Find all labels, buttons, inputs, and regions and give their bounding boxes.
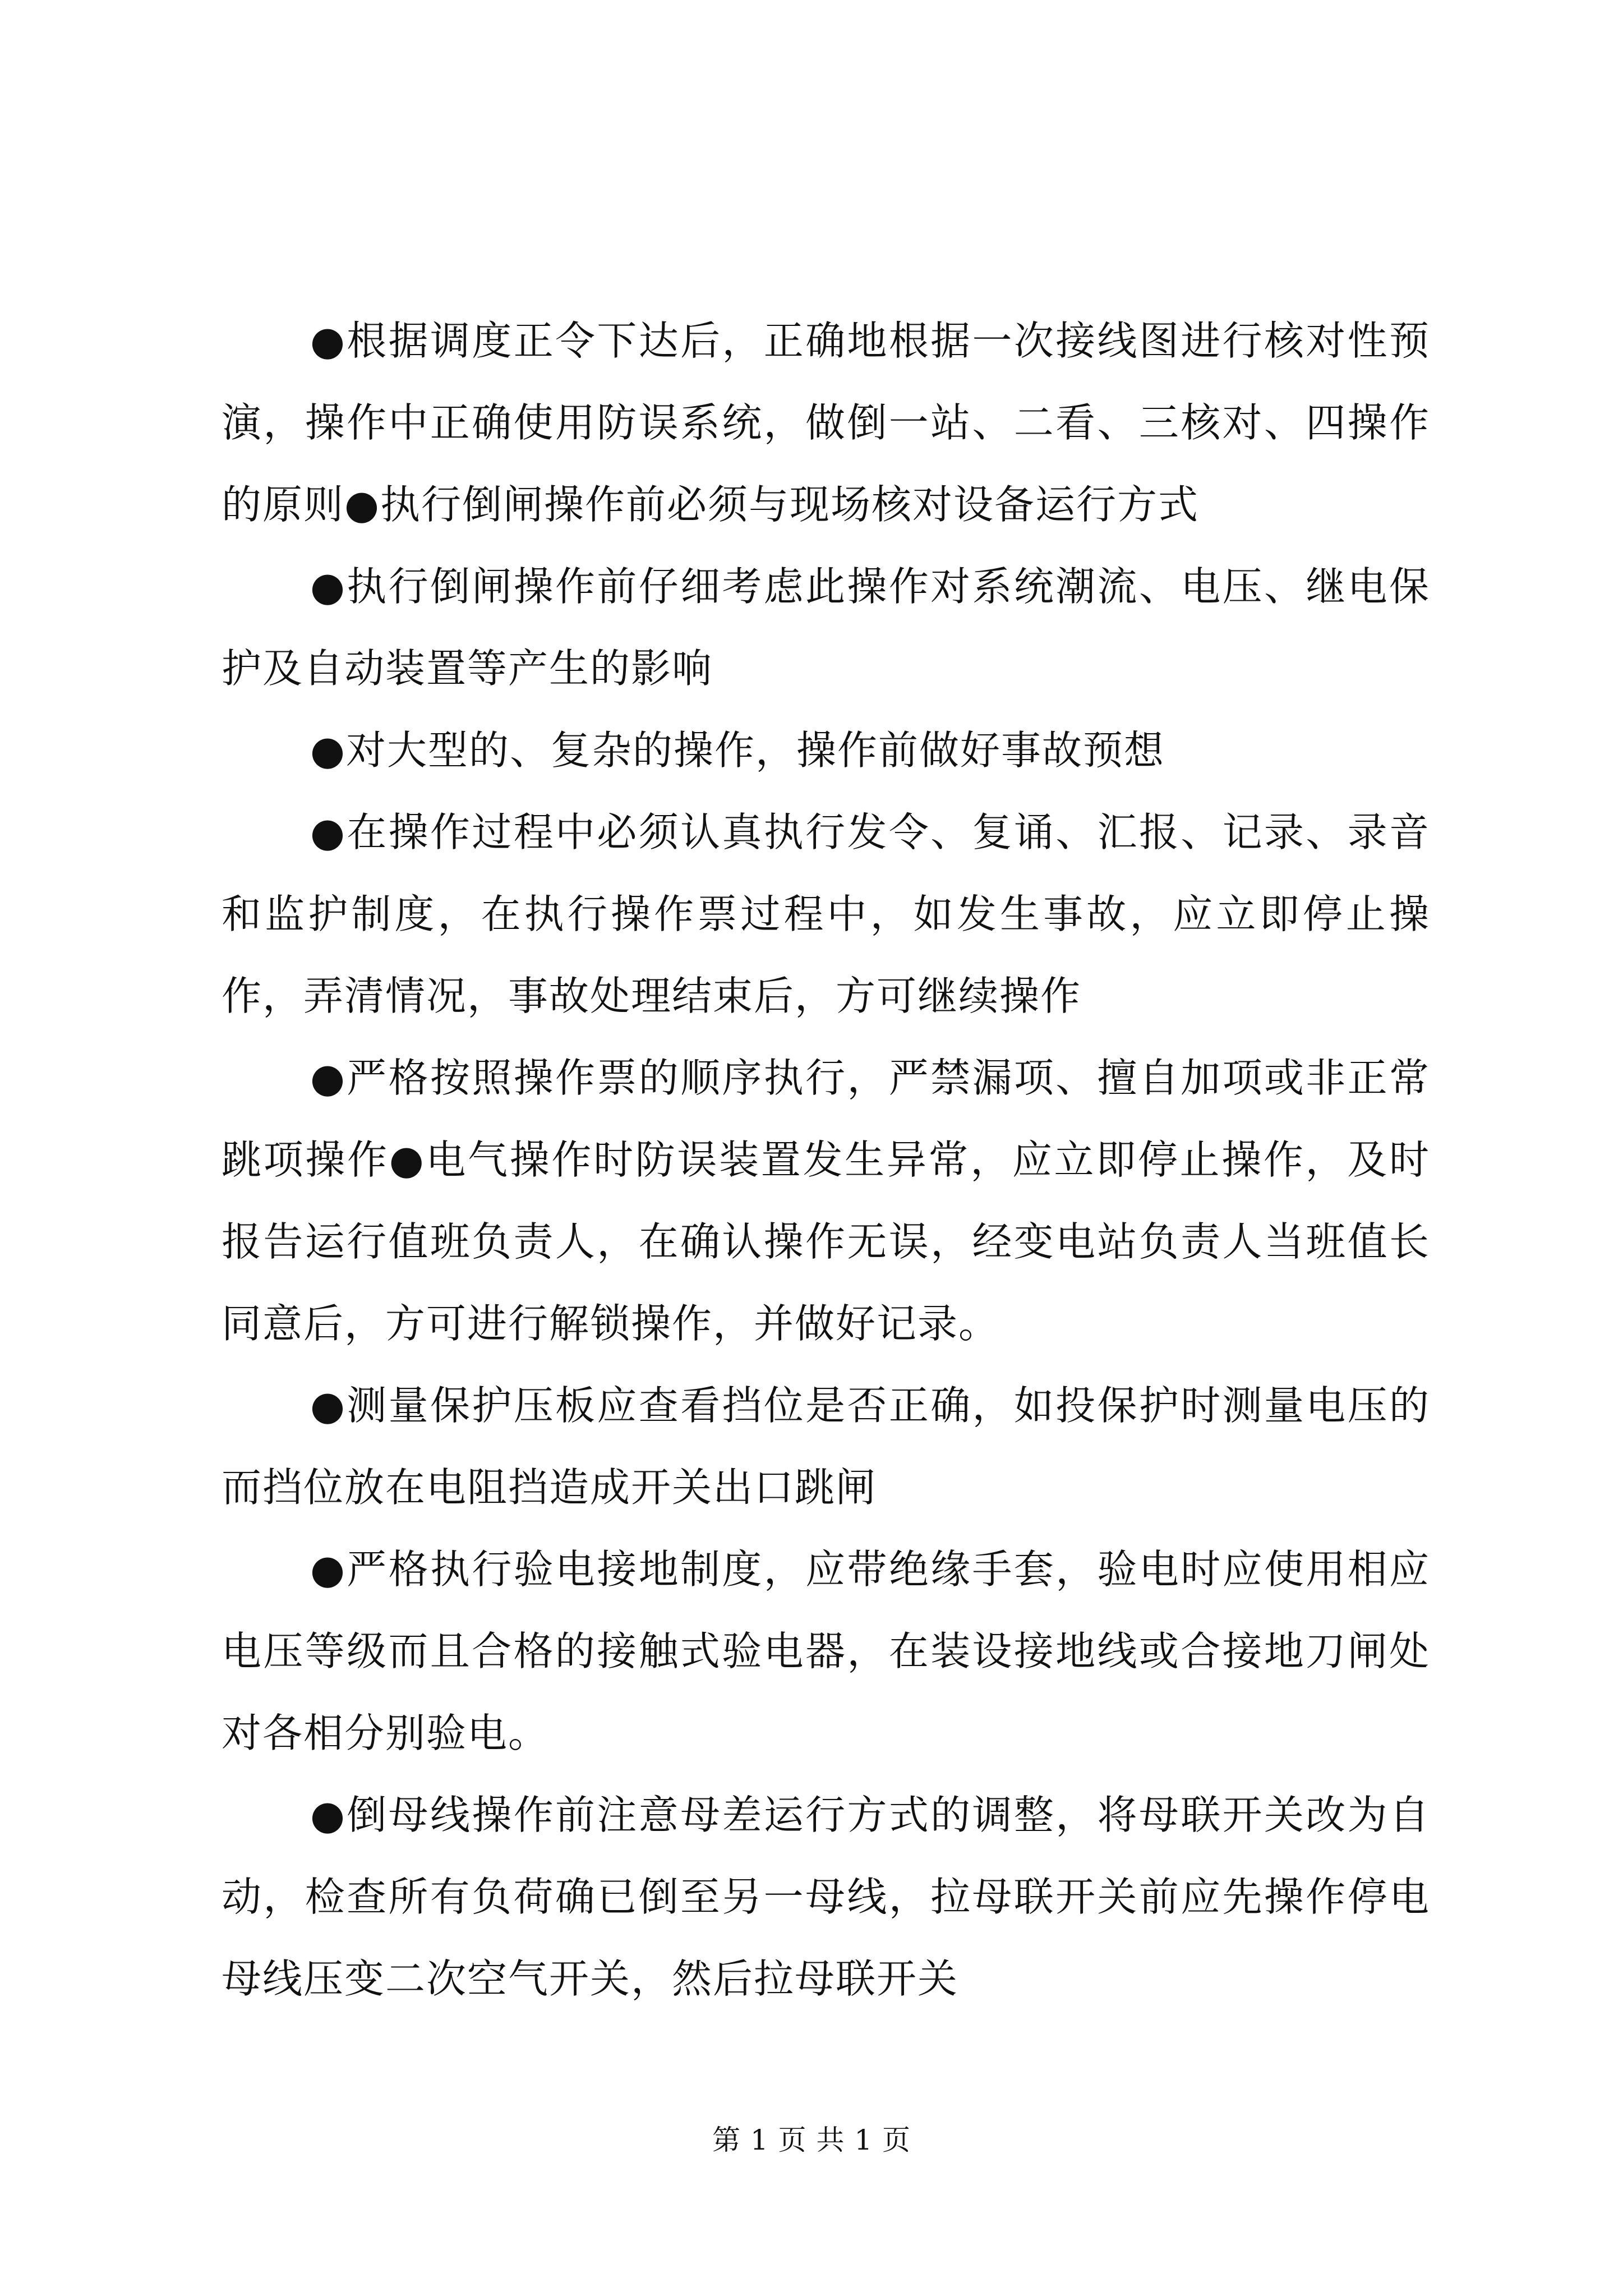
paragraph-3: ●对大型的、复杂的操作，操作前做好事故预想 [310,727,1165,774]
document-body [222,300,1430,2020]
paragraph-5: ●严格按照操作票的顺序执行，严禁漏项、擅自加项或非正常跳项操作●电气操作时防误装置发生异常，应立即停止操作，及时报告运行值班负责人，在确认操作无误，经变电站负责人当班值长同意后，方可进行解锁操作，并做好记录。 [222,1055,1430,1347]
paragraph-4: ●在操作过程中必须认真执行发令、复诵、汇报、记录、录音和监护制度，在执行操作票过程中，如发生事故，应立即停止操作，弄清情况，事故处理结束后，方可继续操作 [222,809,1430,1019]
paragraph-7: ●严格执行验电接地制度，应带绝缘手套，验电时应使用相应电压等级而且合格的接触式验电器，在装设接地线或合接地刀闸处对各相分别验电。 [222,1546,1430,1756]
paragraph-8: ●倒母线操作前注意母差运行方式的调整，将母联开关改为自动，检查所有负荷确已倒至另一母线，拉母联开关前应先操作停电母线压变二次空气开关，然后拉母联开关 [222,1792,1430,2002]
paragraph-1: ●根据调度正令下达后，正确地根据一次接线图进行核对性预演，操作中正确使用防误系统，做倒一站、二看、三核对、四操作的原则●执行倒闸操作前必须与现场核对设备运行方式 [222,318,1430,528]
paragraph-6: ●测量保护压板应查看挡位是否正确，如投保护时测量电压的而挡位放在电阻挡造成开关出口跳闸 [222,1382,1430,1511]
paragraph-2: ●执行倒闸操作前仔细考虑此操作对系统潮流、电压、继电保护及自动装置等产生的影响 [222,563,1430,692]
page-number-footer: 第 1 页 共 1 页 [712,2124,911,2156]
